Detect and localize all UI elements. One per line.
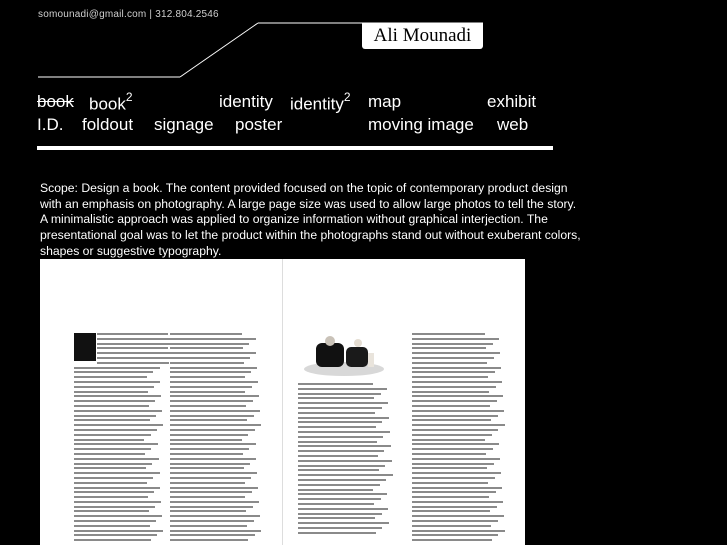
- text-line: [170, 395, 259, 397]
- left-column-b: [170, 333, 262, 544]
- nav-book2-label: book: [89, 94, 126, 114]
- text-line: [412, 477, 495, 479]
- product-photo: [302, 329, 392, 379]
- text-line: [298, 436, 383, 438]
- text-line: [412, 357, 494, 359]
- text-line: [74, 448, 151, 450]
- text-line: [412, 448, 493, 450]
- nav-poster[interactable]: poster: [235, 115, 283, 134]
- text-line: [298, 474, 393, 476]
- text-line: [74, 405, 149, 407]
- text-line: [74, 434, 151, 436]
- text-line: [74, 506, 155, 508]
- text-line: [412, 467, 487, 469]
- text-line: [412, 333, 485, 335]
- text-line: [74, 530, 163, 532]
- text-line: [170, 429, 255, 431]
- text-line: [170, 506, 253, 508]
- text-line: [412, 410, 504, 412]
- text-line: [170, 515, 260, 517]
- right-column-a: [298, 383, 394, 537]
- text-line: [170, 539, 248, 541]
- nav-id[interactable]: I.D.: [37, 115, 64, 134]
- text-line: [170, 347, 243, 349]
- text-line: [412, 347, 486, 349]
- text-line: [412, 352, 500, 354]
- text-line: [412, 472, 501, 474]
- text-line: [298, 393, 381, 395]
- text-line: [298, 421, 382, 423]
- text-line: [74, 487, 160, 489]
- text-line: [298, 412, 375, 414]
- text-line: [170, 448, 249, 450]
- text-line: [412, 491, 496, 493]
- text-line: [74, 477, 153, 479]
- text-line: [97, 347, 168, 349]
- text-line: [298, 407, 382, 409]
- project-scope: Scope: Design a book. The content provided focused on the topic of contemporary product design with an emphasis on photography. A large page size was used to allow large photos to tell the story. A minimalistic approach was applied to organize information without graphical interjection. The presentational goal was to let the product within the photographs stand out without exuberant colors, shapes or suggestive typography.: [40, 181, 581, 258]
- text-line: [412, 400, 497, 402]
- text-line: [170, 357, 250, 359]
- nav-identity2[interactable]: [290, 92, 351, 115]
- nav-web[interactable]: web: [497, 115, 529, 134]
- book-spread-image: [40, 259, 525, 545]
- text-line: [170, 491, 252, 493]
- text-line: [298, 460, 392, 462]
- text-line: [170, 333, 242, 335]
- text-line: [170, 405, 246, 407]
- text-line: [97, 362, 169, 364]
- text-line: [170, 362, 244, 364]
- contact-info: somounadi@gmail.com | 312.804.2546: [38, 9, 219, 20]
- text-line: [412, 395, 503, 397]
- text-line: [298, 426, 376, 428]
- text-line: [170, 352, 256, 354]
- text-line: [298, 417, 389, 419]
- text-line: [298, 469, 379, 471]
- text-line: [97, 343, 174, 345]
- text-line: [170, 453, 243, 455]
- text-line: [170, 371, 251, 373]
- text-line: [412, 419, 491, 421]
- text-line: [74, 376, 147, 378]
- text-line: [74, 463, 152, 465]
- nav-book2-sup: 2: [125, 90, 133, 104]
- text-line: [412, 515, 504, 517]
- text-line: [412, 463, 494, 465]
- text-line: [74, 525, 150, 527]
- text-line: [412, 338, 499, 340]
- text-line: [298, 522, 389, 524]
- text-line: [412, 530, 505, 532]
- text-line: [412, 362, 487, 364]
- text-line: [74, 520, 156, 522]
- right-column-b: [412, 333, 506, 544]
- text-line: [298, 465, 385, 467]
- text-line: [74, 391, 148, 393]
- text-line: [298, 517, 375, 519]
- text-line: [74, 496, 148, 498]
- text-line: [170, 439, 242, 441]
- text-line: [170, 376, 245, 378]
- text-line: [412, 405, 490, 407]
- text-line: [298, 527, 382, 529]
- text-line: [74, 453, 145, 455]
- text-line: [412, 424, 505, 426]
- text-line: [298, 441, 377, 443]
- nav-book2[interactable]: [89, 92, 133, 115]
- text-line: [74, 467, 146, 469]
- text-line: [412, 367, 501, 369]
- text-line: [170, 477, 251, 479]
- text-line: [298, 484, 380, 486]
- nav-map[interactable]: map: [368, 92, 402, 111]
- text-line: [74, 501, 161, 503]
- text-line: [412, 525, 491, 527]
- text-line: [74, 429, 157, 431]
- text-line: [412, 343, 493, 345]
- text-line: [170, 482, 245, 484]
- text-line: [170, 338, 256, 340]
- text-line: [170, 381, 258, 383]
- text-line: [412, 453, 486, 455]
- text-line: [170, 391, 245, 393]
- text-line: [170, 443, 256, 445]
- text-line: [412, 429, 498, 431]
- text-line: [298, 450, 384, 452]
- text-line: [298, 479, 386, 481]
- text-line: [74, 400, 155, 402]
- text-line: [298, 402, 388, 404]
- text-line: [170, 458, 256, 460]
- text-line: [412, 415, 498, 417]
- text-line: [74, 539, 151, 541]
- text-line: [170, 530, 261, 532]
- nav-foldout[interactable]: foldout: [82, 115, 134, 134]
- text-line: [97, 357, 175, 359]
- text-line: [298, 455, 378, 457]
- text-line: [170, 534, 255, 536]
- text-line: [170, 400, 253, 402]
- text-line: [298, 513, 382, 515]
- text-line: [170, 520, 254, 522]
- text-line: [298, 431, 390, 433]
- text-line: [170, 467, 244, 469]
- text-line: [74, 482, 147, 484]
- text-line: [170, 463, 250, 465]
- text-line: [412, 371, 495, 373]
- text-line: [74, 381, 160, 383]
- text-line: [412, 501, 503, 503]
- text-line: [412, 482, 488, 484]
- nav-book[interactable]: book: [37, 92, 74, 111]
- text-line: [170, 343, 249, 345]
- text-line: [412, 376, 488, 378]
- text-line: [412, 539, 492, 541]
- text-line: [412, 439, 485, 441]
- text-line: [412, 434, 492, 436]
- nav-identity[interactable]: identity: [219, 92, 273, 111]
- text-line: [412, 443, 499, 445]
- nav-identity2-label: identity: [290, 94, 344, 114]
- left-column-a: [74, 333, 164, 544]
- text-line: [298, 498, 381, 500]
- text-line: [412, 506, 497, 508]
- text-line: [298, 445, 391, 447]
- book-gutter: [282, 259, 283, 545]
- nav-exhibit[interactable]: exhibit: [487, 92, 537, 111]
- text-line: [170, 415, 254, 417]
- text-line: [298, 383, 373, 385]
- text-line: [74, 439, 144, 441]
- main-nav: [37, 92, 557, 136]
- text-line: [412, 381, 502, 383]
- text-line: [170, 472, 257, 474]
- text-line: [170, 434, 248, 436]
- text-line: [170, 386, 252, 388]
- text-line: [97, 333, 167, 335]
- text-line: [170, 424, 261, 426]
- nav-identity2-sup: 2: [343, 90, 351, 104]
- text-line: [170, 487, 258, 489]
- text-line: [170, 410, 260, 412]
- text-line: [412, 510, 490, 512]
- text-line: [74, 424, 163, 426]
- text-line: [298, 489, 373, 491]
- text-line: [74, 367, 160, 369]
- text-line: [74, 458, 159, 460]
- text-line: [74, 395, 161, 397]
- text-line: [298, 532, 376, 534]
- text-line: [74, 510, 149, 512]
- text-line: [412, 386, 496, 388]
- text-line: [170, 419, 247, 421]
- text-line: [74, 371, 153, 373]
- text-line: [74, 472, 160, 474]
- text-line: [74, 443, 158, 445]
- text-line: [74, 515, 162, 517]
- text-line: [170, 525, 247, 527]
- text-line: [298, 388, 387, 390]
- text-line: [74, 491, 154, 493]
- text-line: [170, 367, 257, 369]
- text-line: [74, 415, 156, 417]
- text-line: [298, 503, 374, 505]
- text-line: [412, 496, 489, 498]
- text-line: [74, 386, 154, 388]
- nav-signage[interactable]: signage: [154, 115, 214, 134]
- text-line: [74, 534, 157, 536]
- text-line: [74, 410, 162, 412]
- text-line: [74, 419, 150, 421]
- text-line: [412, 391, 489, 393]
- text-line: [412, 534, 498, 536]
- nav-divider: [37, 146, 553, 150]
- text-line: [298, 508, 388, 510]
- text-line: [298, 493, 387, 495]
- text-line: [412, 487, 502, 489]
- text-line: [412, 520, 498, 522]
- text-line: [170, 510, 246, 512]
- text-line: [170, 501, 259, 503]
- site-logo[interactable]: Ali Mounadi: [362, 23, 483, 49]
- text-line: [412, 458, 500, 460]
- text-line: [298, 397, 374, 399]
- nav-moving-image[interactable]: moving image: [368, 115, 474, 134]
- text-line: [170, 496, 245, 498]
- text-line: [97, 338, 181, 340]
